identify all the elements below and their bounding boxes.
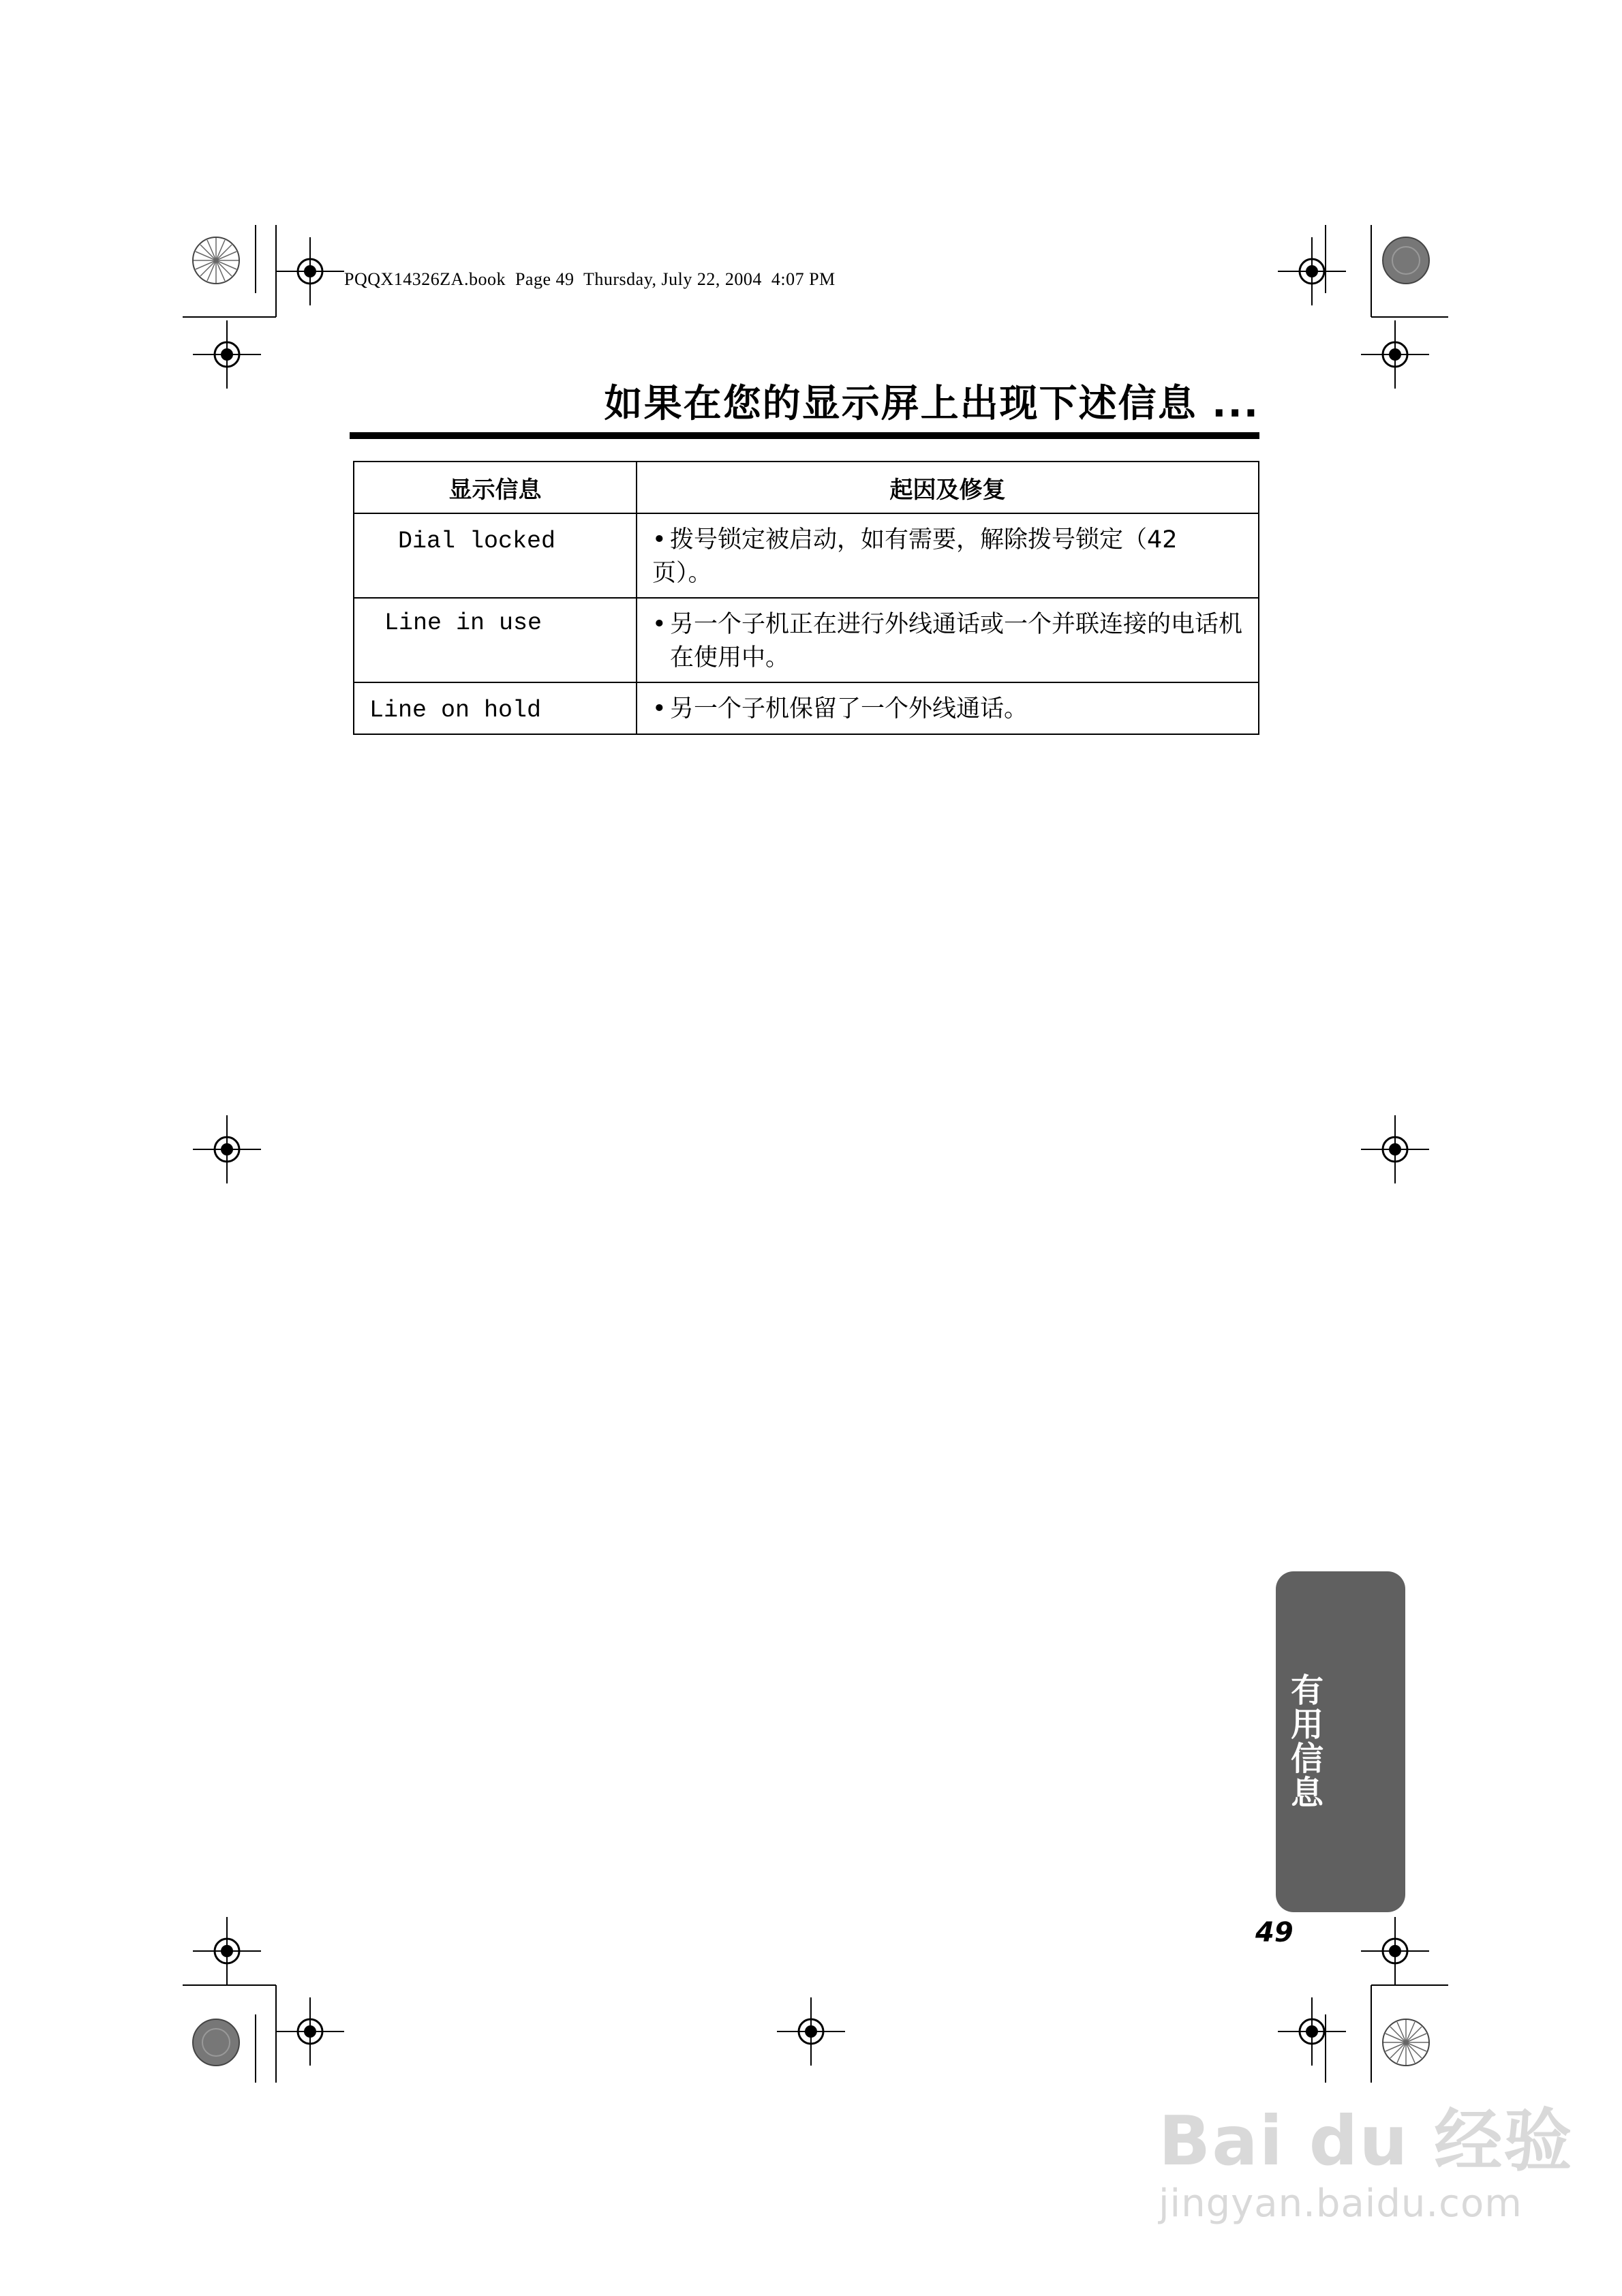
display-message: Line in use	[354, 598, 637, 682]
side-tab-text: 有用信息	[1290, 1672, 1323, 1812]
message-table	[353, 461, 1259, 735]
title-rule	[350, 432, 1259, 439]
bullet-icon: •	[652, 611, 667, 638]
bullet-icon: •	[652, 695, 667, 723]
table-row	[354, 513, 1259, 598]
watermark-url: jingyan.baidu.com	[1159, 2181, 1522, 2226]
table-row	[354, 598, 1259, 682]
bullet-icon: •	[652, 526, 667, 554]
display-message: Dial locked	[354, 513, 637, 598]
side-tab-label	[1281, 1674, 1333, 1810]
header-cause-remedy: 起因及修复	[637, 462, 1259, 513]
cause-text: 拨号锁定被启动，如有需要，解除拨号锁定（42 页）。	[652, 526, 1178, 587]
page-number: 49	[1255, 1917, 1294, 1948]
watermark-brand: Bai du 经验	[1159, 2101, 1574, 2181]
page-title: 如果在您的显示屏上出现下述信息 ...	[604, 382, 1259, 426]
header-display-message: 显示信息	[354, 462, 637, 513]
table-header-row	[354, 462, 1259, 513]
table-row	[354, 682, 1259, 734]
cause-cell	[637, 682, 1259, 734]
cause-text: 另一个子机保留了一个外线通话。	[670, 695, 1028, 723]
cause-cell	[637, 598, 1259, 682]
cause-text: 另一个子机正在进行外线通话或一个并联连接的电话机在使用中。	[670, 611, 1243, 671]
cause-cell	[637, 513, 1259, 598]
book-header: PQQX14326ZA.book Page 49 Thursday, July 22, 2004 4:07 PM	[344, 269, 836, 289]
display-message: Line on hold	[354, 682, 637, 734]
